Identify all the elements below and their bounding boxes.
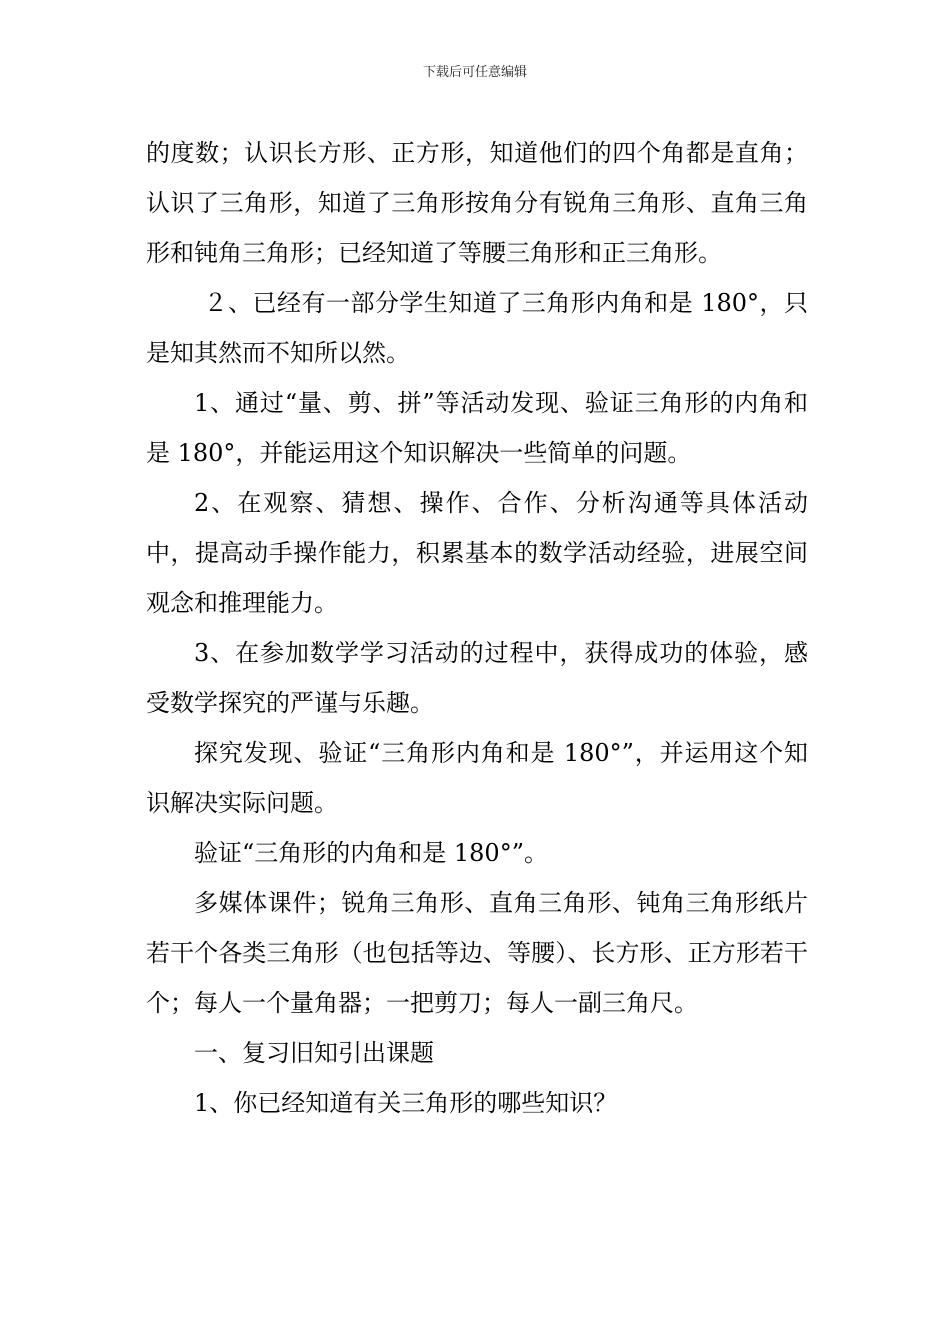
paragraph-student-knowledge: ２、已经有一部分学生知道了三角形内角和是 180°，只是知其然而不知所以然。 bbox=[146, 289, 808, 367]
document-body bbox=[146, 128, 808, 1128]
paragraph-question-1: 1、你已经知道有关三角形的哪些知识？ bbox=[194, 1089, 618, 1117]
paragraph-continuation: 的度数；认识长方形、正方形，知道他们的四个角都是直角；认识了三角形，知道了三角形按角分有锐角三角形、直角三角形和钝角三角形；已经知道了等腰三角形和正三角形。 bbox=[146, 139, 808, 267]
paragraph-objective-2: 2、在观察、猜想、操作、合作、分析沟通等具体活动中，提高动手操作能力，积累基本的数学活动经验，进展空间观念和推理能力。 bbox=[146, 489, 808, 617]
paragraph-materials: 多媒体课件；锐角三角形、直角三角形、钝角三角形纸片若干个各类三角形（也包括等边、等腰）、长方形、正方形若干个；每人一个量角器；一把剪刀；每人一副三角尺。 bbox=[146, 889, 808, 1017]
page-header: 下载后可任意编辑 bbox=[422, 65, 527, 80]
paragraph-objective-3: 3、在参加数学学习活动的过程中，获得成功的体验，感受数学探究的严谨与乐趣。 bbox=[146, 639, 808, 717]
paragraph-objective-1: 1、通过“量、剪、拼”等活动发现、验证三角形的内角和是 180°，并能运用这个知识解决一些简单的问题。 bbox=[146, 389, 808, 467]
paragraph-difficulty: 验证“三角形的内角和是 180°”。 bbox=[194, 839, 548, 867]
paragraph-key-point: 探究发现、验证“三角形内角和是 180°”，并运用这个知识解决实际问题。 bbox=[146, 739, 808, 817]
section-heading-review: 一、复习旧知引出课题 bbox=[194, 1039, 434, 1067]
